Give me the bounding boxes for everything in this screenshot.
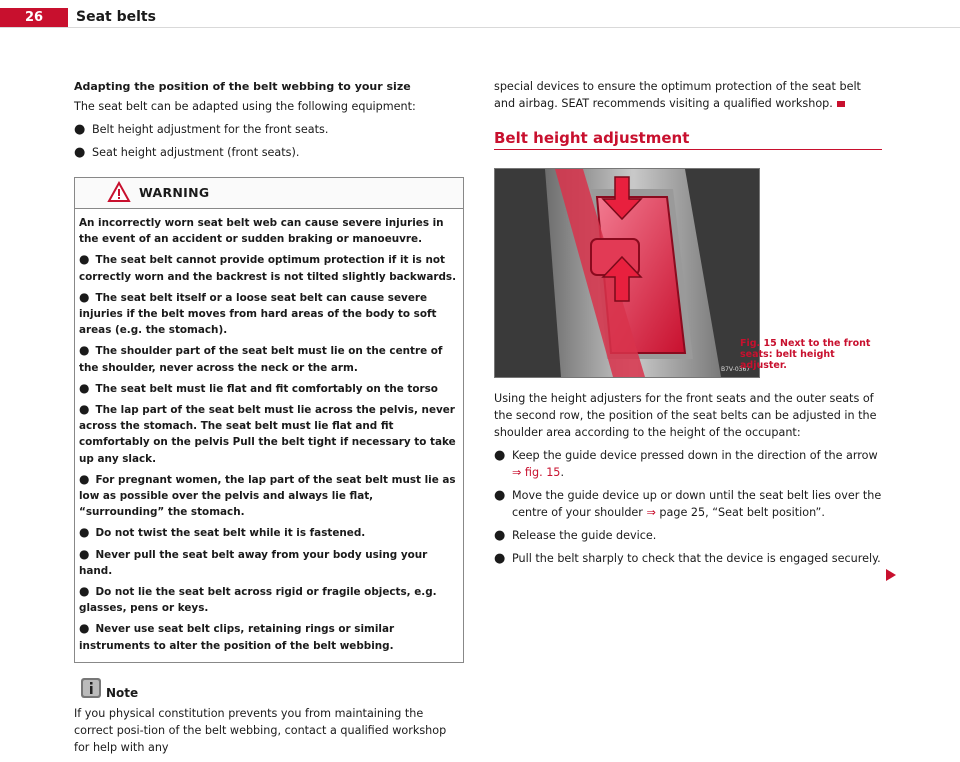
intro-text: The seat belt can be adapted using the following equipment: [74,100,416,113]
bullet-icon: ● [79,546,90,561]
figure-caption: Fig. 15 Next to the front seats: belt height adjuster. [740,338,871,371]
bullet-icon: ● [494,488,506,503]
bullet-icon: ● [79,289,90,304]
bullet-icon: ● [79,402,90,417]
bullet-icon: ● [494,448,506,463]
warning-triangle-icon [107,181,131,208]
bullet-icon: ● [79,471,90,486]
continuation-text: special devices to ensure the optimum protection of the seat belt and airbag. SEAT recommends visiting a qualified workshop. [494,80,861,110]
end-marker-icon [837,101,845,107]
bullet-icon: ● [79,343,90,358]
warning-item: ● For pregnant women, the lap part of the seat belt must lie as low as possible over the pelvis and always lie flat, “surrounding” the stomach. [79,471,456,519]
note-info-icon [80,677,102,704]
list-item: ● Keep the guide device pressed down in the direction of the arrow ⇒ fig. 15. [494,448,878,479]
bullet-icon: ● [79,621,90,636]
warning-item: ● The seat belt must lie flat and fit comfortably on the torso [79,380,438,395]
right-column [494,78,884,573]
figure-code: B7V-0367 [721,366,751,373]
warning-item: ● Do not twist the seat belt while it is fastened. [79,525,366,540]
page-title: Seat belts [76,9,156,25]
list-item: ● Pull the belt sharply to check that the device is engaged securely. [494,551,881,566]
warning-intro: An incorrectly worn seat belt web can cause severe injuries in the event of an accident or sudden braking or manoeuvre. [79,217,444,246]
bullet-icon: ● [494,528,506,543]
bullet-icon: ● [79,252,90,267]
bullet-icon: ● [79,525,90,540]
bullet-icon: ● [494,551,506,566]
warning-label: WARNING [139,185,210,200]
bullet-icon: ● [79,380,90,395]
warning-header [75,178,463,209]
adjuster-intro: Using the height adjusters for the front seats and the outer seats of the second row, the position of the seat belts can be adjusted in the shoulder area according to the height of the occupant: [494,392,877,439]
section-heading: Adapting the position of the belt webbing to your size [74,80,411,93]
warning-item: ● Never pull the seat belt away from your body using your hand. [79,546,428,577]
figure-image [494,168,760,378]
bullet-icon: ● [74,122,86,137]
warning-item: ● Do not lie the seat belt across rigid or fragile objects, e.g. glasses, pens or keys. [79,584,437,615]
warning-item: ● The seat belt itself or a loose seat belt can cause severe injuries if the belt moves from hard areas of the body to soft areas (e.g. the stomach). [79,289,437,337]
page-number: 26 [0,8,68,28]
page-header [0,0,960,28]
warning-body [75,209,463,662]
warning-item: ● The seat belt cannot provide optimum protection if it is not correctly worn and the backrest is not tilted slightly backwards. [79,252,457,283]
page-link[interactable]: ⇒ [646,506,656,519]
warning-item: ● The lap part of the seat belt must lie across the pelvis, never across the stomach. The seat belt must lie flat and fit comfortably on the pelvis Pull the belt tight if necessary to take up any slack. [79,402,456,465]
header-divider [0,27,960,28]
left-column [74,78,464,762]
section-title: Belt height adjustment [494,130,882,150]
list-item: ● Release the guide device. [494,528,657,543]
warning-item: ● The shoulder part of the seat belt must lie on the centre of the shoulder, never across the neck or the arm. [79,343,443,374]
bullet-icon: ● [79,584,90,599]
warning-box [74,177,464,663]
figure-row [494,168,884,378]
note-label: Note [106,685,139,700]
list-item: ● Belt height adjustment for the front seats. [74,122,329,137]
note-text: If you physical constitution prevents you from maintaining the correct posi-tion of the belt webbing, contact a qualified workshop for help with any [74,706,447,754]
bullet-icon: ● [74,145,86,160]
note-header [74,677,464,705]
warning-item: ● Never use seat belt clips, retaining rings or similar instruments to alter the position of the belt webbing. [79,621,395,652]
continue-arrow-icon[interactable] [886,566,896,585]
list-item: ● Seat height adjustment (front seats). [74,145,300,160]
figure-link[interactable]: ⇒ fig. 15 [512,466,561,479]
list-item: ● Move the guide device up or down until the seat belt lies over the centre of your shoulder ⇒ page 25, “Seat belt position”. [494,488,882,519]
